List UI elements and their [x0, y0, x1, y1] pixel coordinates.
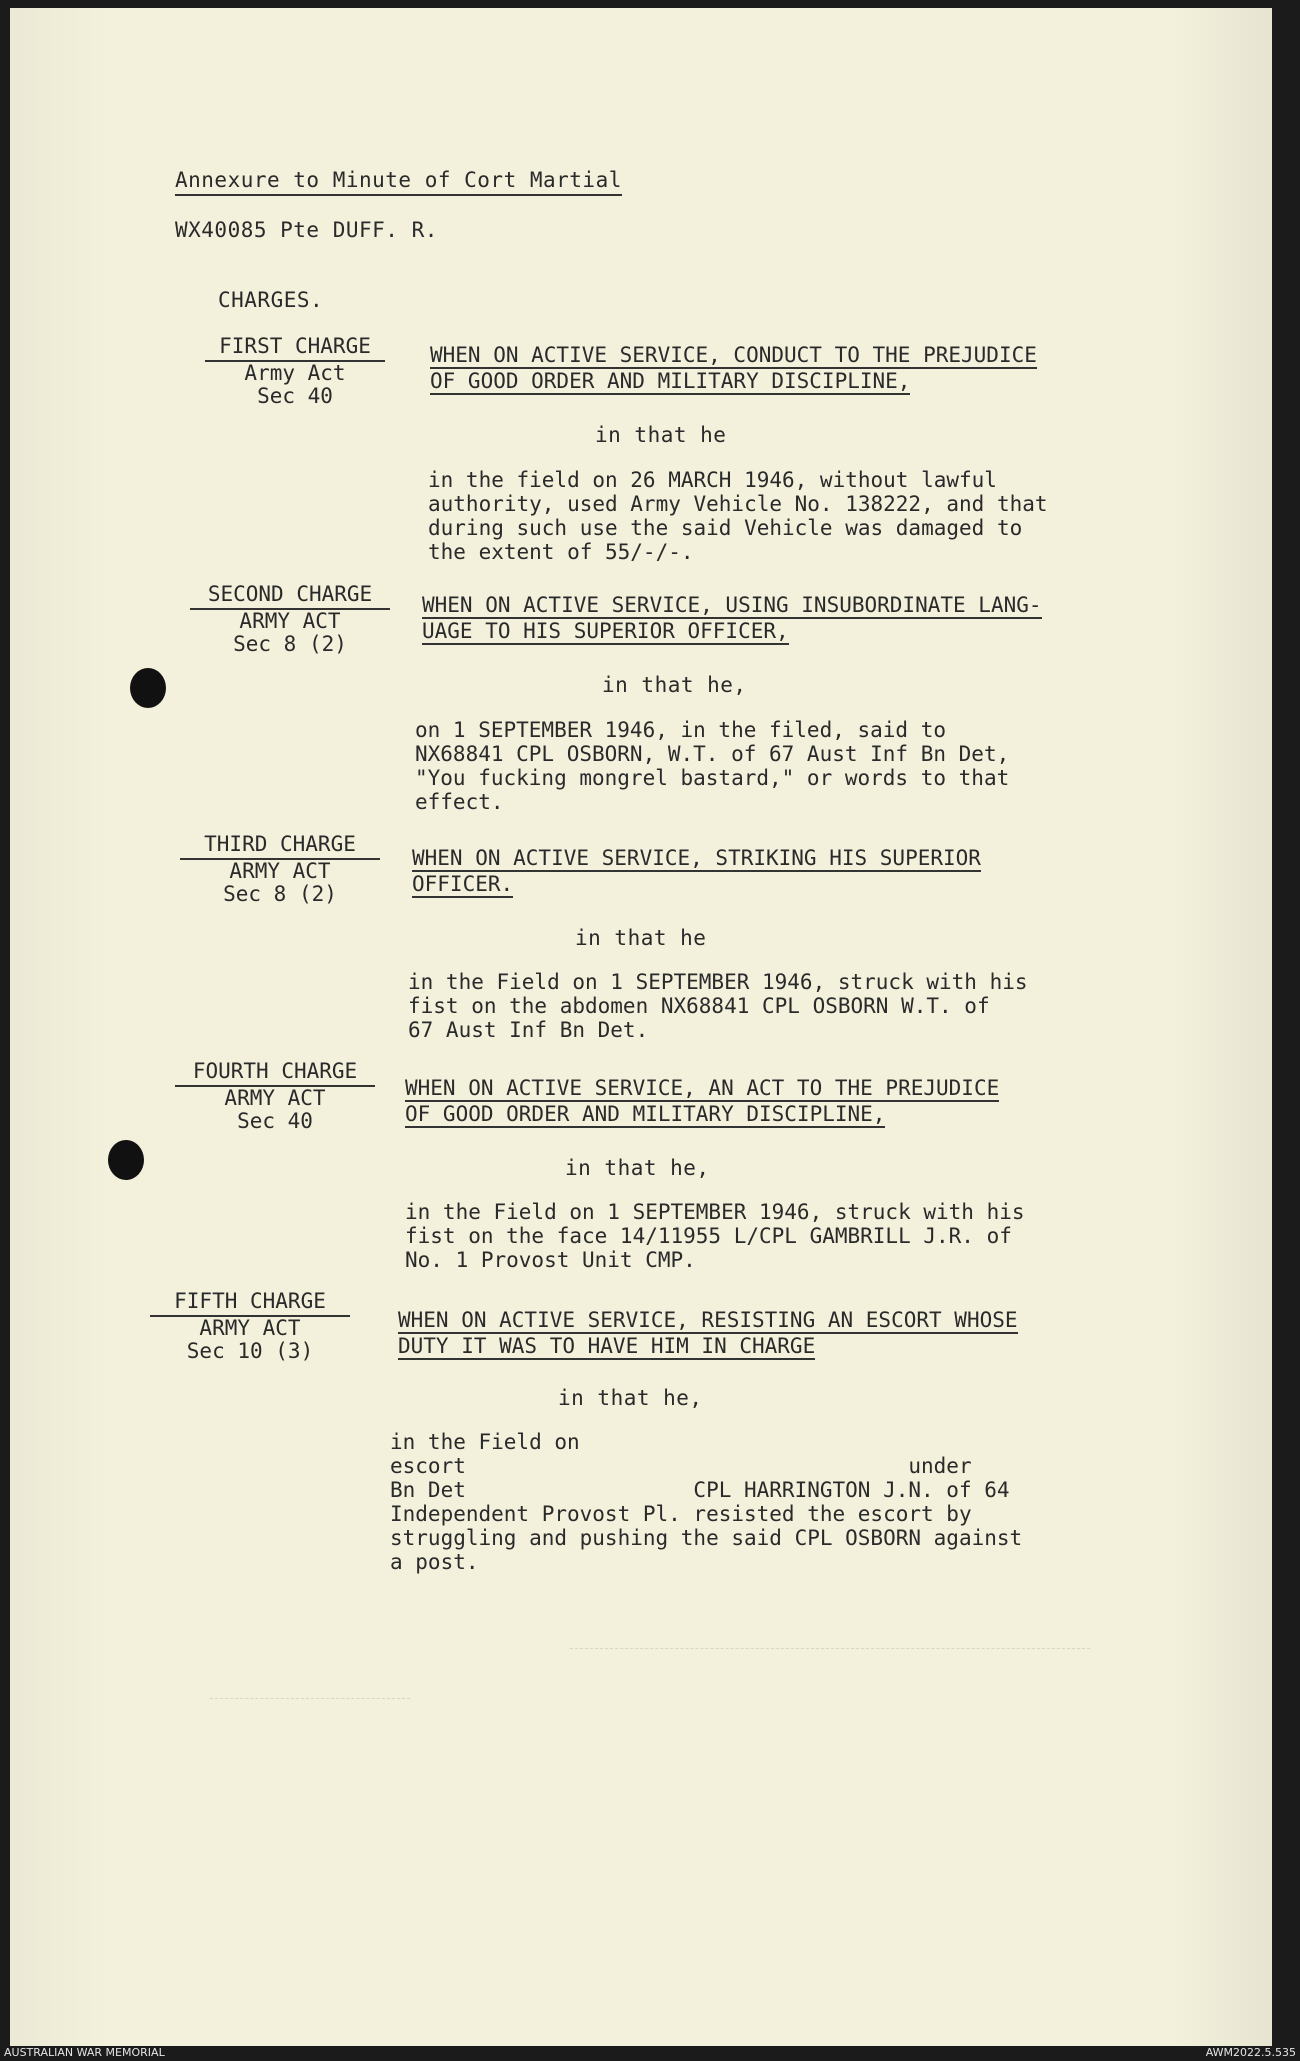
in-that-text: in that he	[595, 423, 727, 447]
punch-hole-top	[130, 668, 166, 708]
faint-offset-text	[570, 1648, 1090, 1799]
charge-heading: WHEN ON ACTIVE SERVICE, USING INSUBORDINATE LANG- UAGE TO HIS SUPERIOR OFFICER,	[422, 593, 1042, 643]
in-that-text: in that he,	[565, 1156, 710, 1180]
charge-heading: WHEN ON ACTIVE SERVICE, AN ACT TO THE PREJUDICE OF GOOD ORDER AND MILITARY DISCIPLINE,	[405, 1076, 1000, 1126]
charge-heading: WHEN ON ACTIVE SERVICE, CONDUCT TO THE PREJUDICE OF GOOD ORDER AND MILITARY DISCIPLINE,	[430, 343, 1037, 393]
charge-particulars: on 1 SEPTEMBER 1946, in the filed, said to NX68841 CPL OSBORN, W.T. of 67 Aust Inf Bn Det, "You fucking mongrel bastard," or words to that effect.	[415, 718, 1010, 814]
faint-offset-text	[210, 1698, 410, 1759]
punch-hole-bottom	[108, 1140, 144, 1180]
charge-label: FIRST CHARGE Army Act Sec 40	[205, 335, 385, 408]
charge-label: THIRD CHARGE ARMY ACT Sec 8 (2)	[180, 833, 380, 906]
charge-heading: WHEN ON ACTIVE SERVICE, STRIKING HIS SUPERIOR OFFICER.	[412, 846, 981, 896]
charge-label: SECOND CHARGE ARMY ACT Sec 8 (2)	[190, 583, 390, 656]
charge-particulars: in the Field on 1 SEPTEMBER 1946, struck with his fist on the abdomen NX68841 CPL OSBORN W.T. of 67 Aust Inf Bn Det.	[408, 970, 1028, 1042]
footer-source: AUSTRALIAN WAR MEMORIAL	[4, 2046, 165, 2059]
footer-reference: AWM2022.5.535	[1205, 2046, 1296, 2059]
charge-particulars: in the Field on escort under Bn Det CPL HARRINGTON J.N. of 64 Independent Provost Pl. resisted the escort by struggling and pushing the said CPL OSBORN against a post.	[390, 1430, 1023, 1574]
charge-label: FOURTH CHARGE ARMY ACT Sec 40	[175, 1060, 375, 1133]
charge-particulars: in the Field on 1 SEPTEMBER 1946, struck with his fist on the face 14/11955 L/CPL GAMBRILL J.R. of No. 1 Provost Unit CMP.	[405, 1200, 1025, 1272]
charges-heading: CHARGES.	[218, 288, 324, 312]
document-title: Annexure to Minute of Cort Martial	[175, 168, 622, 196]
soldier-id: WX40085 Pte DUFF. R.	[175, 218, 438, 242]
document-page	[10, 8, 1272, 2046]
in-that-text: in that he,	[602, 673, 747, 697]
charge-heading: WHEN ON ACTIVE SERVICE, RESISTING AN ESCORT WHOSE DUTY IT WAS TO HAVE HIM IN CHARGE	[398, 1308, 1018, 1358]
charge-particulars: in the field on 26 MARCH 1946, without lawful authority, used Army Vehicle No. 138222, and that during such use the said Vehicle was damaged to the extent of 55/-/-.	[428, 468, 1048, 564]
in-that-text: in that he,	[558, 1386, 703, 1410]
charge-label: FIFTH CHARGE ARMY ACT Sec 10 (3)	[150, 1290, 350, 1363]
in-that-text: in that he	[575, 926, 707, 950]
